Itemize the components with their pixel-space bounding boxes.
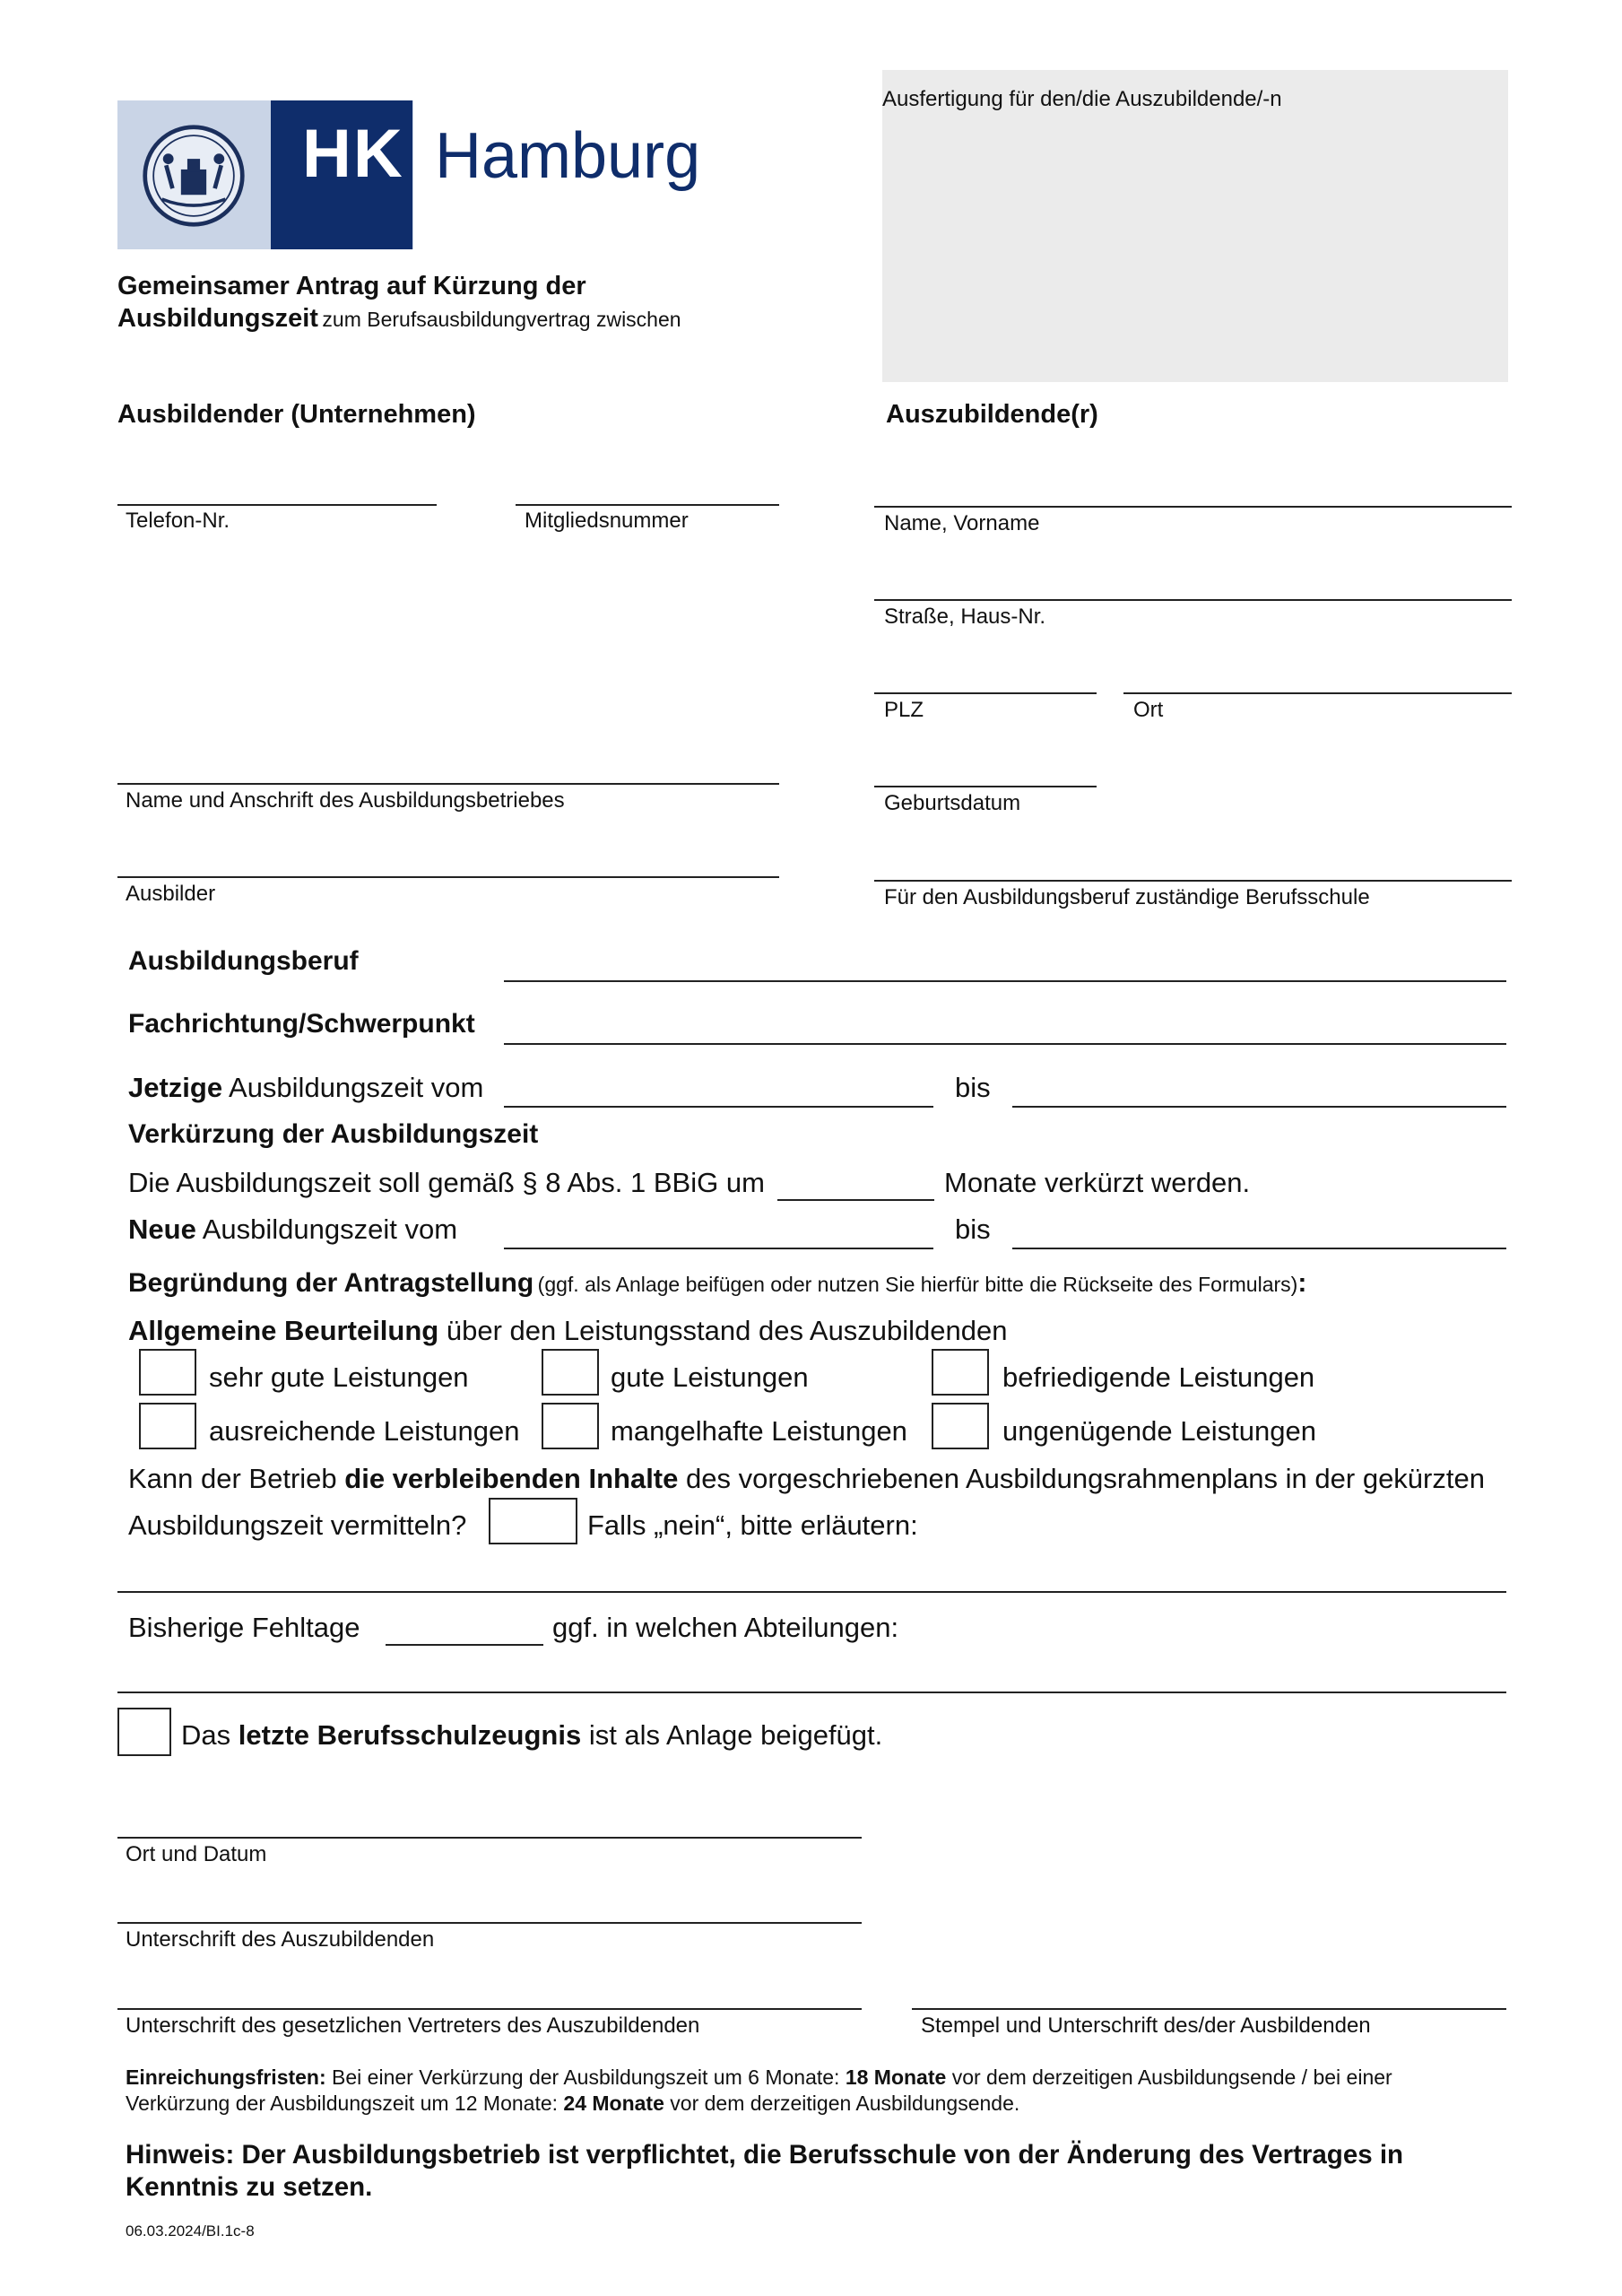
deadlines-t3: Verkürzung der Ausbildungszeit um 12 Monate: [126,2092,559,2115]
deadlines-t4: vor dem derzeitigen Ausbildungsende. [670,2092,1020,2115]
copy-box [882,70,1508,382]
option-insufficient: ungenügende Leistungen [1002,1415,1316,1447]
deadlines-b1: 18 Monate [845,2066,947,2089]
option-poor: mangelhafte Leistungen [611,1415,907,1447]
absence-days-label: Bisherige Fehltage [128,1612,360,1643]
place-date-label: Ort und Datum [126,1842,267,1866]
deadlines-bold: Einreichungsfristen: [126,2066,326,2089]
occupation-label: Ausbildungsberuf [128,946,359,976]
new-from-input-line[interactable] [504,1248,933,1249]
notice-line2: Kenntnis zu setzen. [126,2172,373,2202]
current-from-input-line[interactable] [504,1106,933,1108]
assessment-bold: Allgemeine Beurteilung [128,1315,439,1346]
form-title-line2 [117,304,681,334]
current-rest: Ausbildungszeit vom [229,1072,484,1103]
checkbox-good[interactable] [542,1349,599,1396]
absence-days-input-line[interactable] [386,1644,543,1646]
checkbox-satisfactory[interactable] [932,1349,989,1396]
option-sufficient: ausreichende Leistungen [209,1415,520,1447]
current-to-input-line[interactable] [1012,1106,1506,1108]
certificate-attached-label [181,1719,882,1752]
reduction-months-input-line[interactable] [777,1199,934,1201]
certificate-after: ist als Anlage beigefügt. [588,1719,883,1751]
logo-city-text: Hamburg [435,120,701,192]
phone-label: Telefon-Nr. [126,509,230,533]
current-period-label [128,1072,483,1104]
option-satisfactory: befriedigende Leistungen [1002,1361,1315,1393]
trainee-signature-line[interactable] [117,1922,862,1924]
checkbox-sufficient[interactable] [139,1403,196,1449]
trainee-signature-label: Unterschrift des Auszubildenden [126,1927,435,1952]
place-date-input-line[interactable] [117,1837,862,1839]
notice-line1: Hinweis: Der Ausbildungsbetrieb ist verpflichtet, die Berufsschule von der Änderung des Vertrages in [126,2140,1404,2170]
phone-input-line[interactable] [117,504,437,506]
notice [126,2139,1403,2204]
remaining-before: Kann der Betrieb [128,1463,337,1494]
city-input-line[interactable] [1123,692,1512,694]
zip-input-line[interactable] [874,692,1097,694]
reduction-text-after: Monate verkürzt werden. [944,1167,1251,1198]
if-no-explain-label: Falls „nein“, bitte erläutern: [587,1509,918,1541]
birthdate-label: Geburtsdatum [884,791,1021,815]
street-input-line[interactable] [874,599,1512,601]
new-period-label [128,1213,457,1246]
deadlines-t2: vor dem derzeitigen Ausbildungsende / bei einer [951,2066,1392,2089]
name-input-line[interactable] [874,506,1512,508]
guardian-signature-line[interactable] [117,2008,862,2010]
occupation-input-line[interactable] [504,980,1506,982]
current-bold: Jetzige [128,1072,223,1103]
company-address-label: Name und Anschrift des Ausbildungsbetriebes [126,788,565,813]
checkbox-very-good[interactable] [139,1349,196,1396]
name-label: Name, Vorname [884,511,1040,535]
reduction-text-before: Die Ausbildungszeit soll gemäß § 8 Abs. 1 BBiG um [128,1167,765,1198]
departments-input-line[interactable] [117,1692,1506,1693]
birthdate-input-line[interactable] [874,786,1097,787]
justification-note: (ggf. als Anlage beifügen oder nutzen Sie hierfür bitte die Rückseite des Formulars) [537,1273,1298,1296]
certificate-bold: letzte Berufsschulzeugnis [238,1719,582,1751]
remaining-question-line2: Ausbildungszeit vermitteln? [128,1509,467,1541]
departments-label: ggf. in welchen Abteilungen: [552,1612,899,1643]
justification-heading [128,1268,1306,1299]
justification-bold: Begründung der Antragstellung [128,1268,534,1298]
city-label: Ort [1133,698,1164,722]
hamburg-seal-icon [141,123,247,229]
deadlines-b2: 24 Monate [563,2092,664,2115]
checkbox-insufficient[interactable] [932,1403,989,1449]
remaining-after: des vorgeschriebenen Ausbildungsrahmenplans in der gekürzten [686,1463,1485,1494]
deadlines-line1 [126,2065,1506,2091]
option-good: gute Leistungen [611,1361,809,1393]
checkbox-poor[interactable] [542,1403,599,1449]
specialization-input-line[interactable] [504,1043,1506,1045]
school-label: Für den Ausbildungsberuf zuständige Berufsschule [884,885,1370,909]
zip-label: PLZ [884,698,924,722]
employer-stamp-label: Stempel und Unterschrift des/der Ausbildenden [921,2013,1371,2038]
form-title-line1: Gemeinsamer Antrag auf Kürzung der [117,272,586,300]
justification-colon: : [1297,1268,1307,1298]
assessment-heading [128,1315,1008,1347]
member-number-input-line[interactable] [516,504,779,506]
explanation-input-line[interactable] [117,1591,1506,1593]
remaining-content-question [128,1463,1485,1495]
option-very-good: sehr gute Leistungen [209,1361,469,1393]
specialization-label: Fachrichtung/Schwerpunkt [128,1009,475,1039]
trainee-heading: Auszubildende(r) [886,400,1098,429]
new-rest: Ausbildungszeit vom [202,1213,458,1245]
current-to-label: bis [955,1072,991,1103]
new-bold: Neue [128,1213,196,1245]
remaining-bold: die verbleibenden Inhalte [344,1463,679,1494]
street-label: Straße, Haus-Nr. [884,604,1046,629]
trainer-label: Ausbilder [126,882,216,906]
employer-stamp-line[interactable] [912,2008,1506,2010]
reduction-heading: Verkürzung der Ausbildungszeit [128,1119,539,1149]
deadlines-note [126,2065,1506,2117]
new-to-label: bis [955,1213,991,1245]
new-to-input-line[interactable] [1012,1248,1506,1249]
logo-hk-text: HK [302,116,404,192]
deadlines-line2 [126,2091,1506,2117]
guardian-signature-label: Unterschrift des gesetzlichen Vertreters des Auszubildenden [126,2013,700,2038]
copy-note: Ausfertigung für den/die Auszubildende/-n [882,87,1282,111]
form-title-rest: zum Berufsausbildungvertrag zwischen [322,308,681,331]
company-address-input-line[interactable] [117,783,779,785]
member-number-label: Mitgliedsnummer [525,509,689,533]
form-title-bold: Ausbildungszeit [117,304,318,333]
convey-answer-box[interactable] [489,1498,577,1544]
trainer-input-line[interactable] [117,876,779,878]
school-input-line[interactable] [874,880,1512,882]
deadlines-t1: Bei einer Verkürzung der Ausbildungszeit um 6 Monate: [332,2066,840,2089]
form-code: 06.03.2024/BI.1c-8 [126,2222,255,2239]
assessment-rest: über den Leistungsstand des Auszubildenden [446,1315,1008,1346]
certificate-before: Das [181,1719,231,1751]
certificate-attached-checkbox[interactable] [117,1708,171,1756]
employer-heading: Ausbildender (Unternehmen) [117,400,476,429]
